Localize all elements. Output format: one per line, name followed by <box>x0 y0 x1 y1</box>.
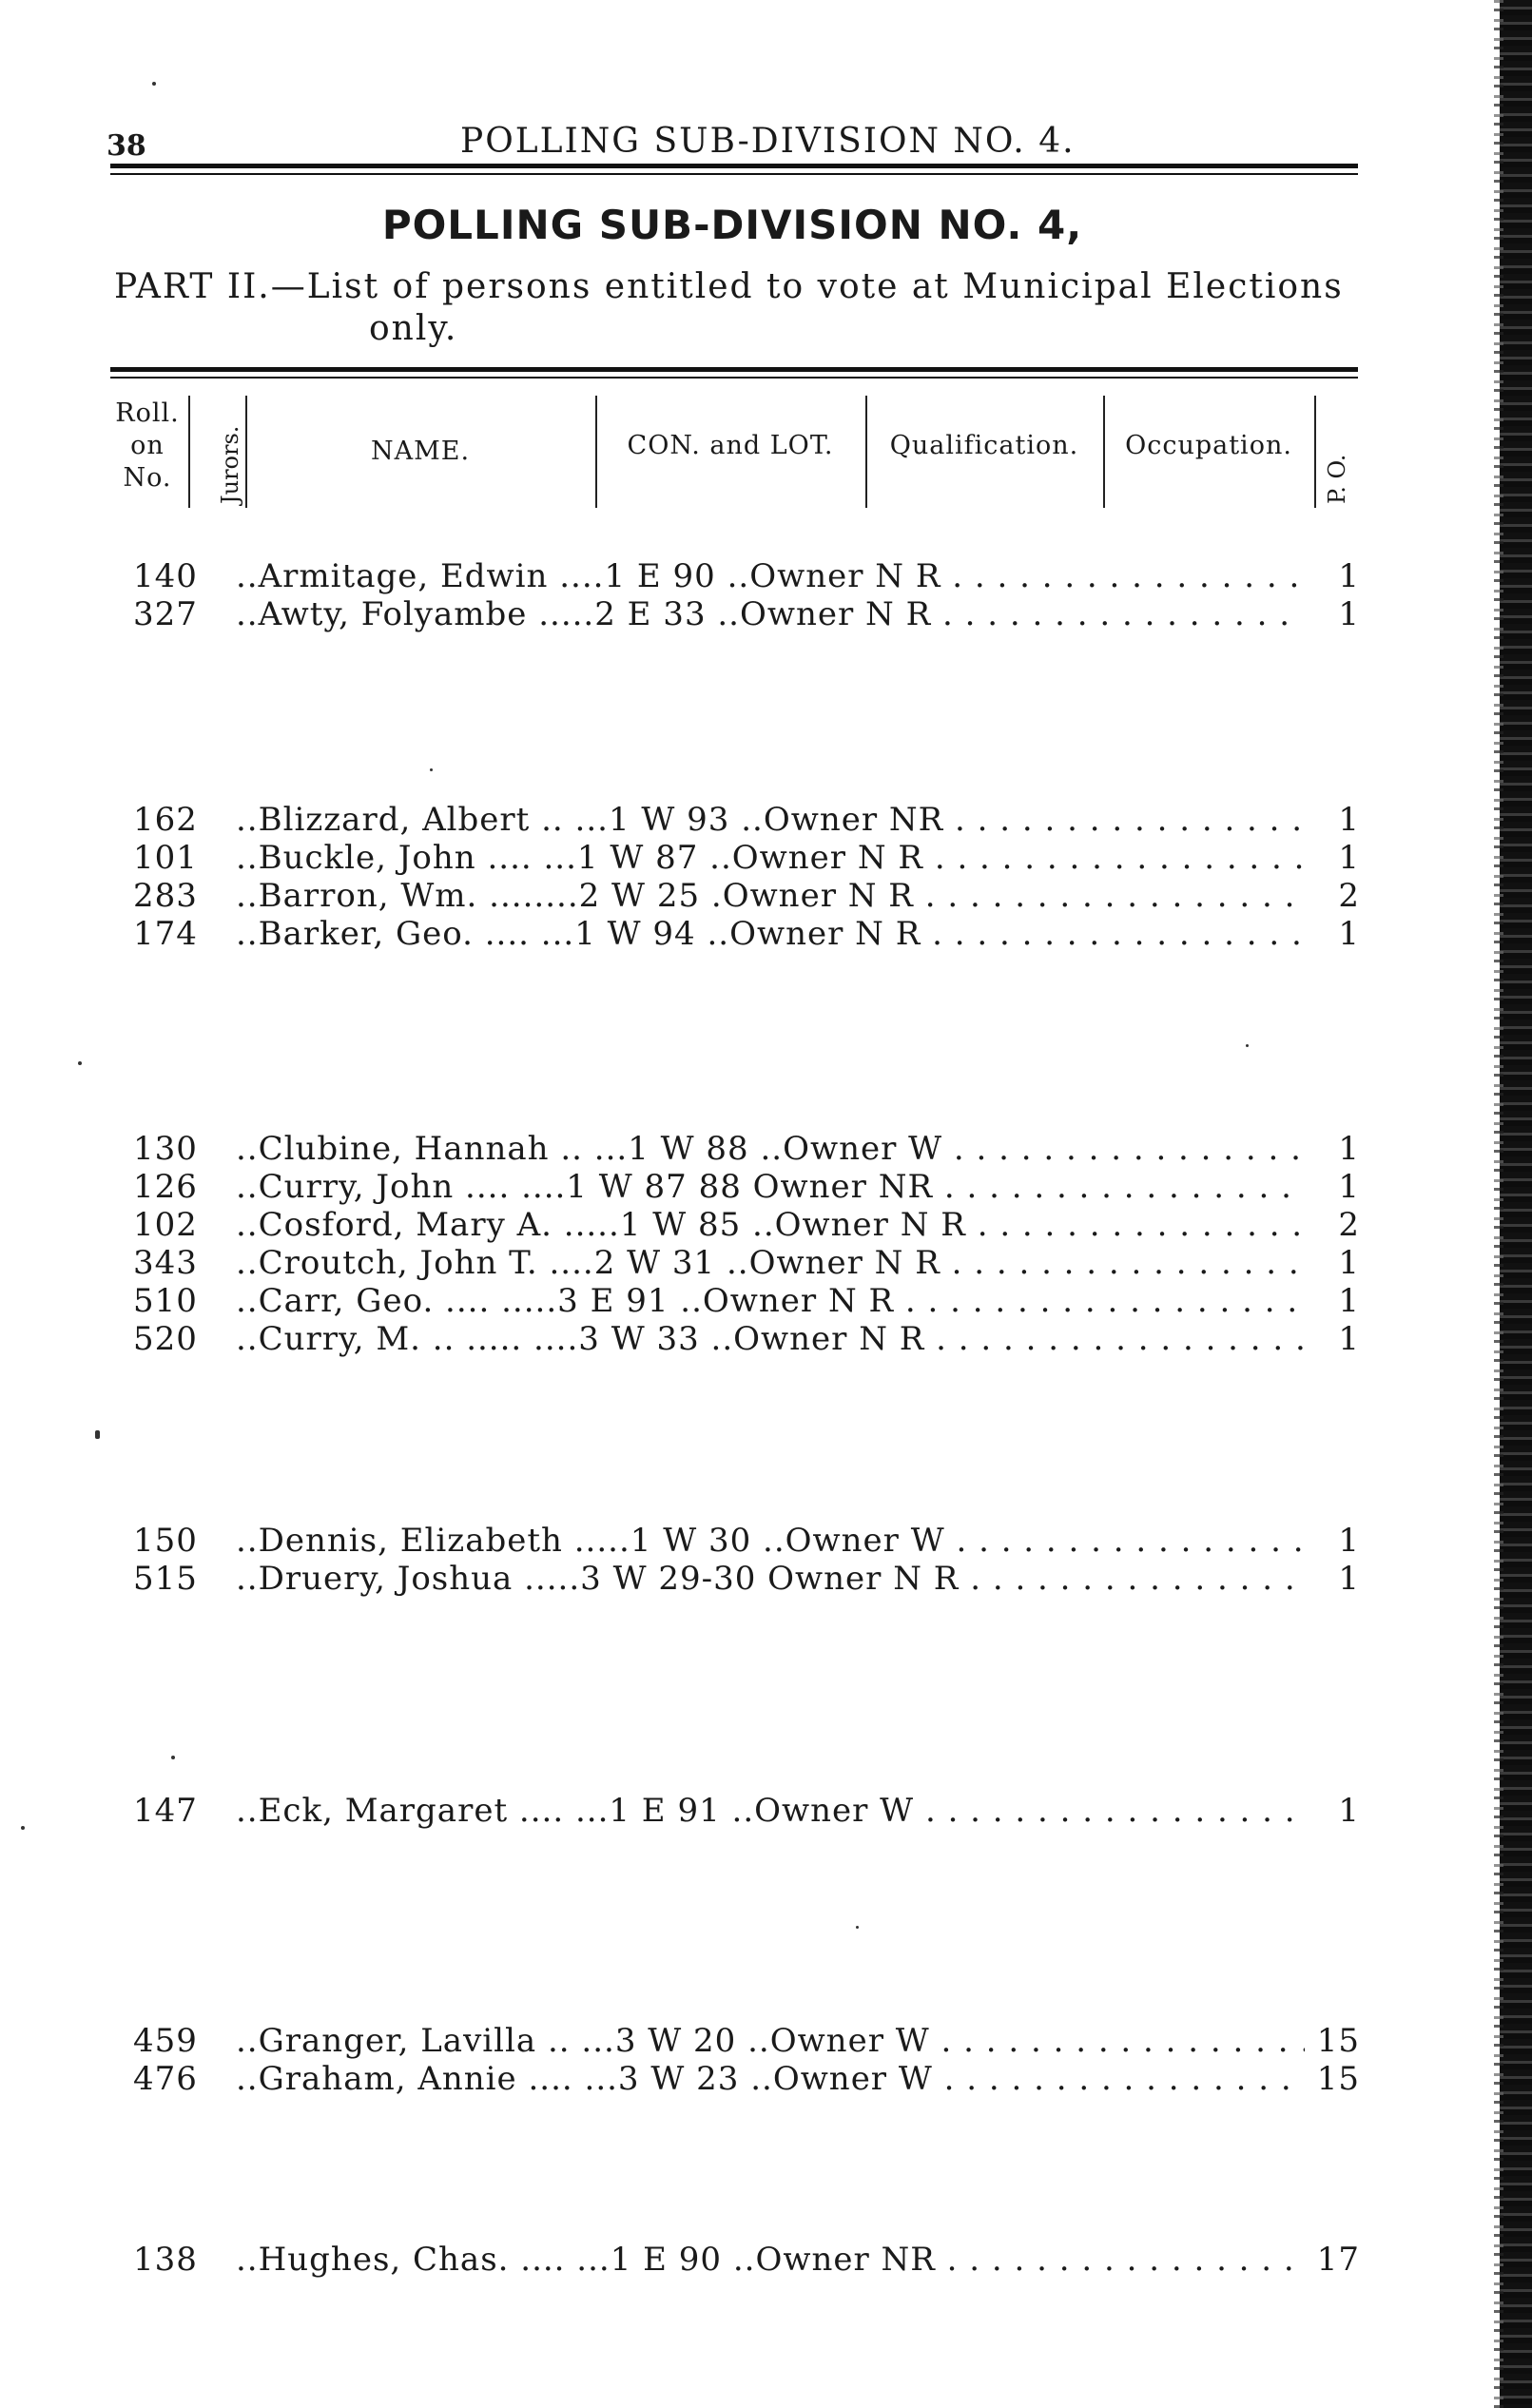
roll-header-line-3: No. <box>123 463 172 493</box>
roll-number: 162 <box>133 801 198 839</box>
column-header-occupation: Occupation. <box>1125 431 1292 460</box>
column-separator <box>1314 396 1316 508</box>
voter-entry: ..Armitage, Edwin ....1 E 90 ..Owner N R . . . <box>236 557 1305 595</box>
print-speck <box>430 768 433 771</box>
print-speck <box>152 82 156 86</box>
voter-entry: ..Croutch, John T. ....2 W 31 ..Owner N R . . . <box>236 1244 1305 1282</box>
voter-entry: ..Blizzard, Albert .. ...1 W 93 ..Owner NR . . . <box>236 801 1305 839</box>
header-rule-thick <box>110 164 1358 168</box>
post-office-number: 1 <box>1307 915 1360 953</box>
post-office-number: 1 <box>1307 1522 1360 1560</box>
post-office-number: 1 <box>1307 839 1360 877</box>
voter-entry: ..Dennis, Elizabeth .....1 W 30 ..Owner W . . . <box>236 1522 1305 1560</box>
print-speck <box>171 1756 175 1759</box>
page-number: 38 <box>107 129 146 163</box>
voter-entry: ..Barron, Wm. ........2 W 25 .Owner N R . . . <box>236 877 1305 915</box>
subtitle-line-2: only. <box>369 309 458 348</box>
column-header-po: P. O. <box>1324 454 1350 504</box>
section-subtitle <box>114 266 1360 350</box>
roll-number: 147 <box>133 1792 198 1830</box>
post-office-number: 1 <box>1307 1130 1360 1168</box>
voter-entry: ..Granger, Lavilla .. ...3 W 20 ..Owner W . . . <box>236 2022 1305 2060</box>
column-header-roll <box>107 398 188 495</box>
voter-entry: ..Curry, John .... ....1 W 87 88 Owner NR . . . <box>236 1168 1305 1206</box>
print-speck <box>1246 1044 1249 1047</box>
column-header-jurors: Jurors. <box>217 425 243 504</box>
roll-number: 510 <box>133 1282 198 1320</box>
roll-number: 283 <box>133 877 198 915</box>
table-top-rule-thick <box>110 367 1358 372</box>
section-title: POLLING SUB-DIVISION NO. 4, <box>381 202 1083 248</box>
column-header-con-lot: CON. and LOT. <box>627 431 834 460</box>
table-top-rule-thin <box>110 377 1358 379</box>
post-office-number: 1 <box>1307 1560 1360 1598</box>
column-header-name: NAME. <box>370 437 471 466</box>
page-edge-fray <box>1494 0 1503 2408</box>
column-header-qualification: Qualification. <box>889 431 1079 460</box>
roll-header-line-2: on <box>130 431 165 460</box>
post-office-number: 1 <box>1307 1244 1360 1282</box>
voter-entry: ..Eck, Margaret .... ...1 E 91 ..Owner W . . . <box>236 1792 1305 1830</box>
voter-entry: ..Carr, Geo. .... .....3 E 91 ..Owner N R . . . <box>236 1282 1305 1320</box>
post-office-number: 1 <box>1307 1320 1360 1358</box>
roll-number: 520 <box>133 1320 198 1358</box>
column-separator <box>188 396 190 508</box>
roll-number: 515 <box>133 1560 198 1598</box>
roll-number: 174 <box>133 915 198 953</box>
header-rule-thin <box>110 173 1358 175</box>
roll-number: 327 <box>133 595 198 633</box>
post-office-number: 15 <box>1307 2060 1360 2098</box>
roll-number: 476 <box>133 2060 198 2098</box>
voter-entry: ..Curry, M. .. ..... ....3 W 33 ..Owner N R . . . <box>236 1320 1305 1358</box>
voter-entry: ..Druery, Joshua .....3 W 29-30 Owner N R . . . <box>236 1560 1305 1598</box>
roll-number: 150 <box>133 1522 198 1560</box>
roll-header-line-1: Roll. <box>115 398 180 428</box>
post-office-number: 1 <box>1307 1792 1360 1830</box>
voter-entry: ..Clubine, Hannah .. ...1 W 88 ..Owner W . . . <box>236 1130 1305 1168</box>
post-office-number: 1 <box>1307 1282 1360 1320</box>
print-speck <box>856 1926 859 1929</box>
post-office-number: 15 <box>1307 2022 1360 2060</box>
running-head: POLLING SUB-DIVISION NO. 4. <box>460 122 1076 161</box>
print-speck <box>95 1430 100 1439</box>
roll-number: 130 <box>133 1130 198 1168</box>
post-office-number: 1 <box>1307 801 1360 839</box>
post-office-number: 2 <box>1307 877 1360 915</box>
voter-entry: ..Awty, Folyambe .....2 E 33 ..Owner N R . . . <box>236 595 1305 633</box>
roll-number: 140 <box>133 557 198 595</box>
voter-entry: ..Hughes, Chas. .... ...1 E 90 ..Owner NR . . . <box>236 2241 1305 2279</box>
post-office-number: 1 <box>1307 557 1360 595</box>
roll-number: 101 <box>133 839 198 877</box>
voter-entry: ..Barker, Geo. .... ...1 W 94 ..Owner N R . . . <box>236 915 1305 953</box>
roll-number: 138 <box>133 2241 198 2279</box>
post-office-number: 1 <box>1307 595 1360 633</box>
roll-number: 459 <box>133 2022 198 2060</box>
roll-number: 102 <box>133 1206 198 1244</box>
voter-entry: ..Buckle, John .... ...1 W 87 ..Owner N R . . . <box>236 839 1305 877</box>
print-speck <box>21 1826 25 1830</box>
post-office-number: 1 <box>1307 1168 1360 1206</box>
print-speck <box>78 1061 82 1065</box>
post-office-number: 2 <box>1307 1206 1360 1244</box>
page-edge-shadow <box>1500 0 1532 2408</box>
subtitle-line-1: PART II.—List of persons entitled to vote at Municipal Elections <box>114 267 1344 306</box>
voter-entry: ..Cosford, Mary A. .....1 W 85 ..Owner N R . . . <box>236 1206 1305 1244</box>
voter-entry: ..Graham, Annie .... ...3 W 23 ..Owner W . . . <box>236 2060 1305 2098</box>
post-office-number: 17 <box>1307 2241 1360 2279</box>
roll-number: 343 <box>133 1244 198 1282</box>
roll-number: 126 <box>133 1168 198 1206</box>
